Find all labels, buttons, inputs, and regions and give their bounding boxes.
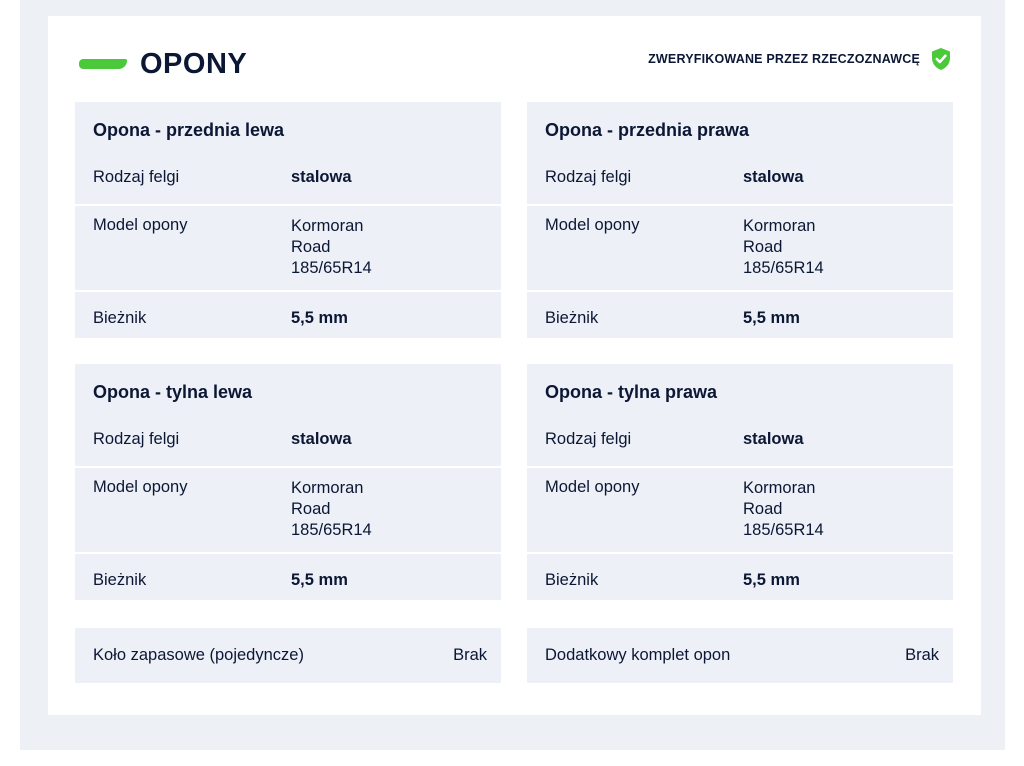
tread-value: 5,5 mm bbox=[743, 309, 800, 327]
spare-wheel-label: Koło zapasowe (pojedyncze) bbox=[93, 646, 304, 664]
tread-value: 5,5 mm bbox=[291, 309, 348, 327]
tire-title: Opona - tylna lewa bbox=[93, 382, 253, 402]
tire-model-brand: Kormoran bbox=[291, 479, 364, 497]
rim-type-value: stalowa bbox=[743, 430, 804, 448]
tread-value: 5,5 mm bbox=[743, 571, 800, 589]
tread-label: Bieżnik bbox=[545, 309, 599, 327]
extra-tire-set-row bbox=[527, 628, 953, 683]
tire-model-row bbox=[75, 466, 501, 552]
tread-value: 5,5 mm bbox=[291, 571, 348, 589]
tire-model-value bbox=[743, 216, 824, 290]
tire-model-name: Road bbox=[291, 238, 331, 256]
tire-model-value bbox=[743, 478, 824, 552]
tire-title: Opona - przednia prawa bbox=[545, 120, 750, 140]
rim-type-value: stalowa bbox=[743, 168, 804, 186]
section-accent-bar bbox=[79, 59, 127, 69]
tread-label: Bieżnik bbox=[545, 571, 599, 589]
shield-check-icon bbox=[930, 47, 952, 71]
tread-row bbox=[75, 290, 501, 338]
tread-row bbox=[75, 552, 501, 600]
tire-model-name: Road bbox=[743, 238, 783, 256]
tire-model-brand: Kormoran bbox=[743, 479, 816, 497]
tire-front-right-panel bbox=[527, 102, 953, 338]
rim-type-label: Rodzaj felgi bbox=[93, 168, 180, 186]
rim-type-label: Rodzaj felgi bbox=[545, 430, 632, 448]
tire-model-label: Model opony bbox=[545, 216, 640, 234]
tire-model-row bbox=[527, 466, 953, 552]
rim-type-label: Rodzaj felgi bbox=[93, 430, 180, 448]
tread-label: Bieżnik bbox=[93, 571, 147, 589]
tire-model-name: Road bbox=[743, 500, 783, 518]
tire-model-label: Model opony bbox=[93, 478, 188, 496]
tire-model-brand: Kormoran bbox=[291, 217, 364, 235]
verified-label: ZWERYFIKOWANE PRZEZ RZECZOZNAWCĘ bbox=[648, 52, 920, 66]
rim-type-row bbox=[527, 162, 953, 204]
tire-model-size: 185/65R14 bbox=[291, 521, 372, 539]
rim-type-row bbox=[527, 424, 953, 466]
tire-title: Opona - tylna prawa bbox=[545, 382, 718, 402]
tire-rear-left-panel bbox=[75, 364, 501, 600]
tire-model-label: Model opony bbox=[545, 478, 640, 496]
tire-front-left-panel bbox=[75, 102, 501, 338]
tire-model-size: 185/65R14 bbox=[743, 259, 824, 277]
tread-row bbox=[527, 552, 953, 600]
spare-wheel-value: Brak bbox=[453, 646, 487, 664]
tread-row bbox=[527, 290, 953, 338]
tire-model-name: Road bbox=[291, 500, 331, 518]
tire-model-row bbox=[527, 204, 953, 290]
extra-tire-set-label: Dodatkowy komplet opon bbox=[545, 646, 731, 664]
extra-tire-set-value: Brak bbox=[905, 646, 939, 664]
tire-model-size: 185/65R14 bbox=[291, 259, 372, 277]
tire-rear-right-panel bbox=[527, 364, 953, 600]
tire-model-row bbox=[75, 204, 501, 290]
tire-model-brand: Kormoran bbox=[743, 217, 816, 235]
tire-title: Opona - przednia lewa bbox=[93, 120, 285, 140]
tire-model-value bbox=[291, 216, 372, 290]
rim-type-value: stalowa bbox=[291, 430, 352, 448]
rim-type-label: Rodzaj felgi bbox=[545, 168, 632, 186]
tire-model-label: Model opony bbox=[93, 216, 188, 234]
rim-type-row bbox=[75, 424, 501, 466]
verified-badge bbox=[648, 47, 952, 71]
rim-type-row bbox=[75, 162, 501, 204]
tire-model-value bbox=[291, 478, 372, 552]
tire-model-size: 185/65R14 bbox=[743, 521, 824, 539]
tread-label: Bieżnik bbox=[93, 309, 147, 327]
rim-type-value: stalowa bbox=[291, 168, 352, 186]
section-title: OPONY bbox=[140, 48, 248, 80]
spare-wheel-row bbox=[75, 628, 501, 683]
